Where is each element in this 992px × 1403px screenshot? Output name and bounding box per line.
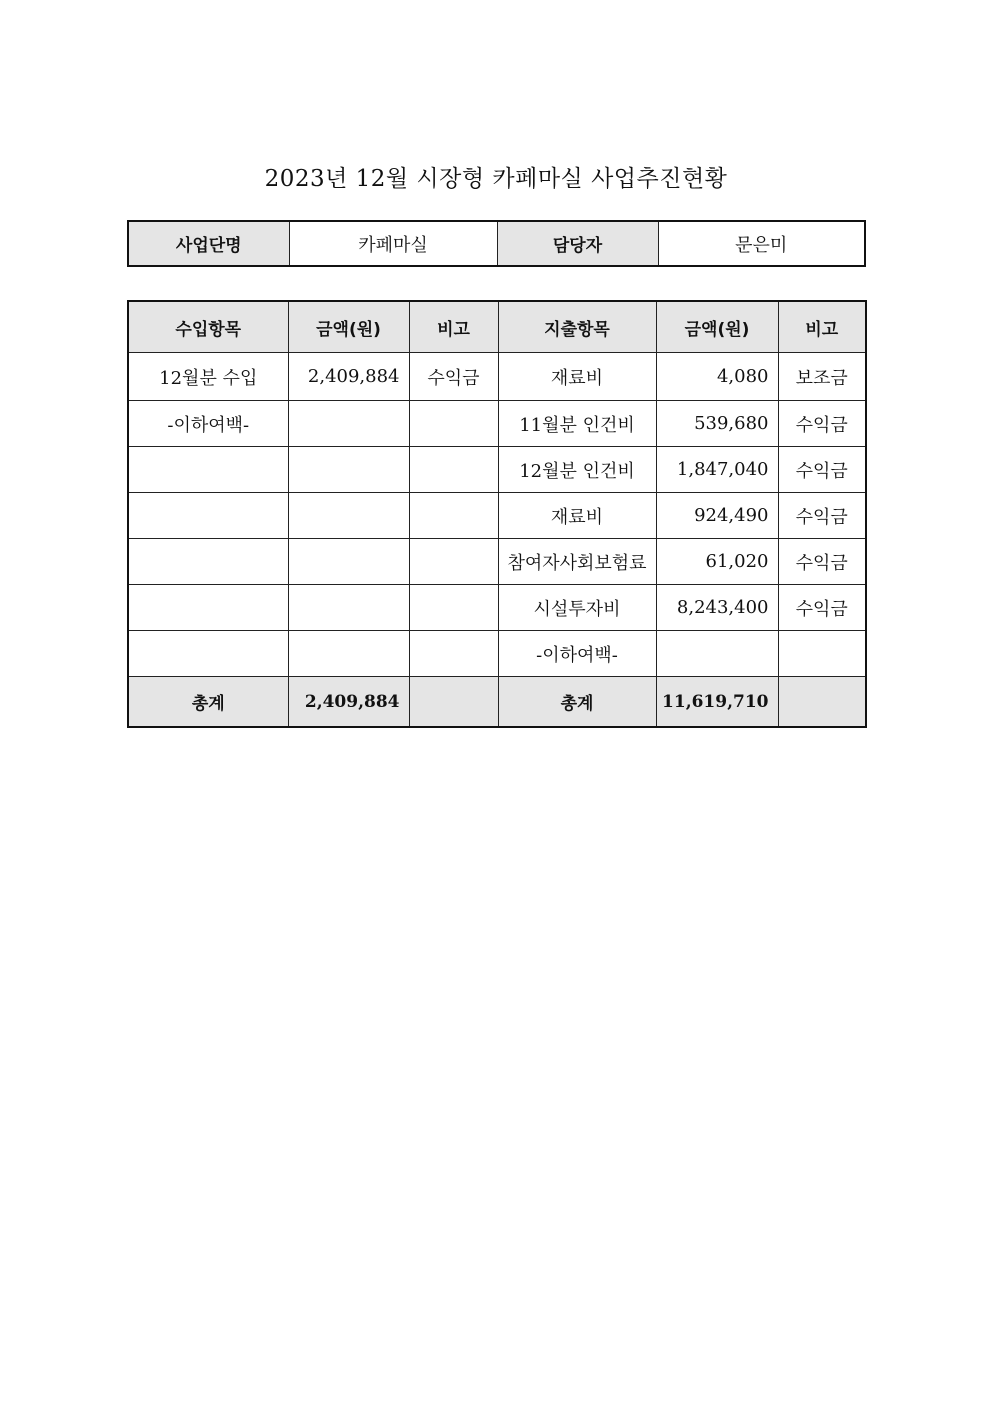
header-income-amount: 금액(원) [288,301,409,353]
expense-amount-cell: 4,080 [656,353,778,401]
income-total-note [409,677,498,728]
expense-note-cell: 수익금 [778,585,866,631]
income-expense-table [127,300,867,728]
income-note-cell [409,585,498,631]
income-total-label: 총계 [128,677,288,728]
expense-item-cell: -이하여백- [498,631,656,677]
income-amount-cell: 2,409,884 [288,353,409,401]
income-amount-cell [288,401,409,447]
totals-row [128,677,866,728]
income-note-cell [409,447,498,493]
income-amount-cell [288,539,409,585]
income-item-cell [128,493,288,539]
expense-total-label: 총계 [498,677,656,728]
header-expense-item: 지출항목 [498,301,656,353]
expense-note-cell: 수익금 [778,447,866,493]
income-item-cell [128,585,288,631]
manager-label: 담당자 [497,221,658,266]
table-row [128,401,866,447]
income-note-cell: 수익금 [409,353,498,401]
income-note-cell [409,493,498,539]
business-name-value: 카페마실 [289,221,497,266]
document-title: 2023년 12월 시장형 카페마실 사업추진현황 [264,166,728,192]
income-amount-cell [288,631,409,677]
header-expense-amount: 금액(원) [656,301,778,353]
expense-note-cell [778,631,866,677]
expense-total-value: 11,619,710 [656,677,778,728]
expense-note-cell: 보조금 [778,353,866,401]
expense-item-cell: 재료비 [498,493,656,539]
income-amount-cell [288,493,409,539]
business-info-row [128,221,865,266]
table-header-row [128,301,866,353]
business-info-table [127,220,866,267]
table-row [128,353,866,401]
expense-amount-cell: 924,490 [656,493,778,539]
table-row [128,493,866,539]
expense-item-cell: 12월분 인건비 [498,447,656,493]
income-item-cell: -이하여백- [128,401,288,447]
expense-total-note [778,677,866,728]
manager-value: 문은미 [658,221,865,266]
expense-amount-cell: 8,243,400 [656,585,778,631]
expense-item-cell: 참여자사회보험료 [498,539,656,585]
expense-item-cell: 시설투자비 [498,585,656,631]
income-note-cell [409,401,498,447]
expense-amount-cell: 1,847,040 [656,447,778,493]
income-note-cell [409,631,498,677]
table-row [128,447,866,493]
income-amount-cell [288,447,409,493]
business-name-label: 사업단명 [128,221,289,266]
income-note-cell [409,539,498,585]
table-row [128,631,866,677]
income-item-cell [128,447,288,493]
header-income-note: 비고 [409,301,498,353]
income-item-cell [128,631,288,677]
expense-note-cell: 수익금 [778,401,866,447]
income-item-cell [128,539,288,585]
expense-note-cell: 수익금 [778,539,866,585]
expense-note-cell: 수익금 [778,493,866,539]
income-total-value: 2,409,884 [288,677,409,728]
table-row [128,539,866,585]
expense-amount-cell: 539,680 [656,401,778,447]
header-income-item: 수입항목 [128,301,288,353]
table-row [128,585,866,631]
expense-item-cell: 재료비 [498,353,656,401]
income-amount-cell [288,585,409,631]
income-item-cell: 12월분 수입 [128,353,288,401]
header-expense-note: 비고 [778,301,866,353]
expense-amount-cell: 61,020 [656,539,778,585]
expense-amount-cell [656,631,778,677]
expense-item-cell: 11월분 인건비 [498,401,656,447]
